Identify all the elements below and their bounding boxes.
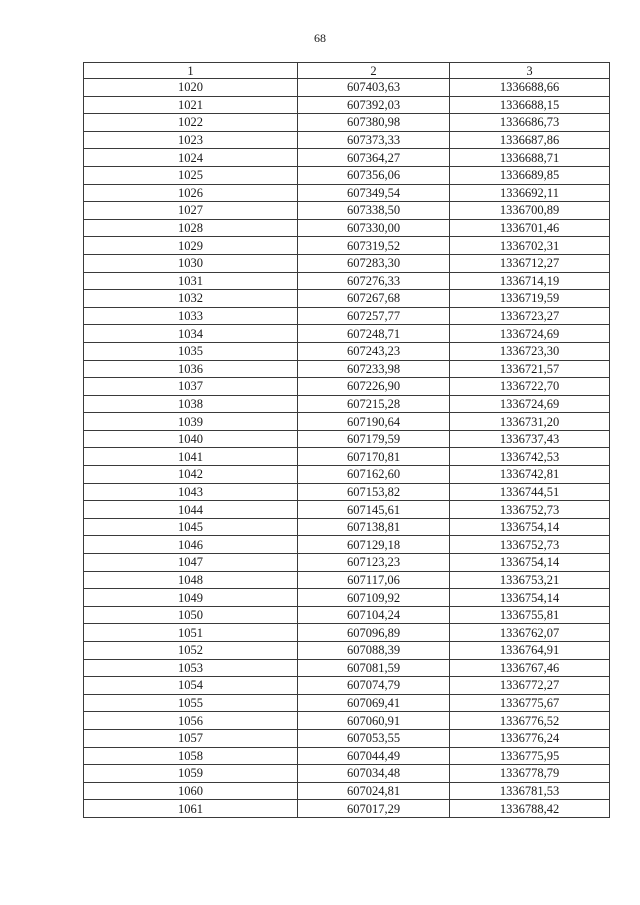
- x-coordinate-cell: 607088,39: [298, 642, 450, 660]
- y-coordinate-cell: 1336754,14: [450, 554, 610, 572]
- x-coordinate-cell: 607276,33: [298, 272, 450, 290]
- point-number-cell: 1059: [84, 765, 298, 783]
- table-row: [84, 254, 610, 272]
- x-coordinate-cell: 607380,98: [298, 114, 450, 132]
- table-row: [84, 765, 610, 783]
- x-coordinate-cell: 607338,50: [298, 202, 450, 220]
- table-row: [84, 483, 610, 501]
- coordinates-table: [83, 62, 610, 818]
- point-number-cell: 1026: [84, 184, 298, 202]
- point-number-cell: 1041: [84, 448, 298, 466]
- x-coordinate-cell: 607215,28: [298, 395, 450, 413]
- table-row: [84, 360, 610, 378]
- x-coordinate-cell: 607233,98: [298, 360, 450, 378]
- table-row: [84, 79, 610, 97]
- table-row: [84, 202, 610, 220]
- point-number-cell: 1023: [84, 131, 298, 149]
- y-coordinate-cell: 1336721,57: [450, 360, 610, 378]
- point-number-cell: 1053: [84, 659, 298, 677]
- point-number-cell: 1022: [84, 114, 298, 132]
- table-row: [84, 782, 610, 800]
- x-coordinate-cell: 607145,61: [298, 501, 450, 519]
- point-number-cell: 1035: [84, 342, 298, 360]
- x-coordinate-cell: 607283,30: [298, 254, 450, 272]
- point-number-cell: 1029: [84, 237, 298, 255]
- x-coordinate-cell: 607403,63: [298, 79, 450, 97]
- x-coordinate-cell: 607179,59: [298, 430, 450, 448]
- x-coordinate-cell: 607257,77: [298, 307, 450, 325]
- point-number-cell: 1061: [84, 800, 298, 818]
- column-header-1: 1: [84, 63, 298, 79]
- point-number-cell: 1042: [84, 466, 298, 484]
- point-number-cell: 1057: [84, 729, 298, 747]
- x-coordinate-cell: 607392,03: [298, 96, 450, 114]
- y-coordinate-cell: 1336724,69: [450, 325, 610, 343]
- x-coordinate-cell: 607226,90: [298, 378, 450, 396]
- y-coordinate-cell: 1336737,43: [450, 430, 610, 448]
- table-row: [84, 272, 610, 290]
- y-coordinate-cell: 1336754,14: [450, 589, 610, 607]
- table-row: [84, 96, 610, 114]
- y-coordinate-cell: 1336702,31: [450, 237, 610, 255]
- y-coordinate-cell: 1336767,46: [450, 659, 610, 677]
- table-row: [84, 430, 610, 448]
- point-number-cell: 1054: [84, 677, 298, 695]
- y-coordinate-cell: 1336772,27: [450, 677, 610, 695]
- table-row: [84, 413, 610, 431]
- table-row: [84, 395, 610, 413]
- x-coordinate-cell: 607017,29: [298, 800, 450, 818]
- y-coordinate-cell: 1336712,27: [450, 254, 610, 272]
- x-coordinate-cell: 607109,92: [298, 589, 450, 607]
- table-row: [84, 694, 610, 712]
- x-coordinate-cell: 607129,18: [298, 536, 450, 554]
- table-row: [84, 448, 610, 466]
- y-coordinate-cell: 1336752,73: [450, 501, 610, 519]
- y-coordinate-cell: 1336775,95: [450, 747, 610, 765]
- table-row: [84, 729, 610, 747]
- table-row: [84, 378, 610, 396]
- x-coordinate-cell: 607319,52: [298, 237, 450, 255]
- x-coordinate-cell: 607069,41: [298, 694, 450, 712]
- y-coordinate-cell: 1336755,81: [450, 606, 610, 624]
- y-coordinate-cell: 1336742,53: [450, 448, 610, 466]
- x-coordinate-cell: 607190,64: [298, 413, 450, 431]
- y-coordinate-cell: 1336723,27: [450, 307, 610, 325]
- point-number-cell: 1030: [84, 254, 298, 272]
- table-row: [84, 290, 610, 308]
- y-coordinate-cell: 1336742,81: [450, 466, 610, 484]
- x-coordinate-cell: 607349,54: [298, 184, 450, 202]
- table-row: [84, 624, 610, 642]
- x-coordinate-cell: 607330,00: [298, 219, 450, 237]
- point-number-cell: 1052: [84, 642, 298, 660]
- y-coordinate-cell: 1336724,69: [450, 395, 610, 413]
- y-coordinate-cell: 1336764,91: [450, 642, 610, 660]
- table-row: [84, 342, 610, 360]
- y-coordinate-cell: 1336753,21: [450, 571, 610, 589]
- y-coordinate-cell: 1336776,52: [450, 712, 610, 730]
- y-coordinate-cell: 1336723,30: [450, 342, 610, 360]
- table-row: [84, 131, 610, 149]
- x-coordinate-cell: 607117,06: [298, 571, 450, 589]
- table-row: [84, 571, 610, 589]
- y-coordinate-cell: 1336788,42: [450, 800, 610, 818]
- point-number-cell: 1060: [84, 782, 298, 800]
- y-coordinate-cell: 1336714,19: [450, 272, 610, 290]
- table-row: [84, 554, 610, 572]
- point-number-cell: 1024: [84, 149, 298, 167]
- point-number-cell: 1040: [84, 430, 298, 448]
- y-coordinate-cell: 1336775,67: [450, 694, 610, 712]
- table-row: [84, 712, 610, 730]
- y-coordinate-cell: 1336781,53: [450, 782, 610, 800]
- x-coordinate-cell: 607243,23: [298, 342, 450, 360]
- point-number-cell: 1058: [84, 747, 298, 765]
- column-header-3: 3: [450, 63, 610, 79]
- table-row: [84, 166, 610, 184]
- y-coordinate-cell: 1336754,14: [450, 518, 610, 536]
- table-row: [84, 747, 610, 765]
- table-row: [84, 184, 610, 202]
- page-number: 68: [314, 31, 326, 45]
- x-coordinate-cell: 607153,82: [298, 483, 450, 501]
- table-row: [84, 219, 610, 237]
- point-number-cell: 1051: [84, 624, 298, 642]
- y-coordinate-cell: 1336744,51: [450, 483, 610, 501]
- y-coordinate-cell: 1336701,46: [450, 219, 610, 237]
- point-number-cell: 1021: [84, 96, 298, 114]
- table-row: [84, 606, 610, 624]
- column-header-2: 2: [298, 63, 450, 79]
- y-coordinate-cell: 1336689,85: [450, 166, 610, 184]
- y-coordinate-cell: 1336731,20: [450, 413, 610, 431]
- table-row: [84, 589, 610, 607]
- x-coordinate-cell: 607034,48: [298, 765, 450, 783]
- x-coordinate-cell: 607364,27: [298, 149, 450, 167]
- point-number-cell: 1050: [84, 606, 298, 624]
- table-header-row: [84, 63, 610, 79]
- point-number-cell: 1031: [84, 272, 298, 290]
- table-row: [84, 677, 610, 695]
- y-coordinate-cell: 1336688,71: [450, 149, 610, 167]
- point-number-cell: 1020: [84, 79, 298, 97]
- table-row: [84, 325, 610, 343]
- point-number-cell: 1055: [84, 694, 298, 712]
- point-number-cell: 1056: [84, 712, 298, 730]
- point-number-cell: 1032: [84, 290, 298, 308]
- point-number-cell: 1048: [84, 571, 298, 589]
- x-coordinate-cell: 607267,68: [298, 290, 450, 308]
- y-coordinate-cell: 1336686,73: [450, 114, 610, 132]
- x-coordinate-cell: 607170,81: [298, 448, 450, 466]
- point-number-cell: 1047: [84, 554, 298, 572]
- point-number-cell: 1043: [84, 483, 298, 501]
- x-coordinate-cell: 607074,79: [298, 677, 450, 695]
- y-coordinate-cell: 1336722,70: [450, 378, 610, 396]
- x-coordinate-cell: 607096,89: [298, 624, 450, 642]
- table-row: [84, 659, 610, 677]
- y-coordinate-cell: 1336719,59: [450, 290, 610, 308]
- table-row: [84, 501, 610, 519]
- table-row: [84, 536, 610, 554]
- point-number-cell: 1036: [84, 360, 298, 378]
- y-coordinate-cell: 1336752,73: [450, 536, 610, 554]
- point-number-cell: 1028: [84, 219, 298, 237]
- x-coordinate-cell: 607044,49: [298, 747, 450, 765]
- y-coordinate-cell: 1336688,66: [450, 79, 610, 97]
- point-number-cell: 1034: [84, 325, 298, 343]
- point-number-cell: 1045: [84, 518, 298, 536]
- table-row: [84, 800, 610, 818]
- x-coordinate-cell: 607138,81: [298, 518, 450, 536]
- point-number-cell: 1049: [84, 589, 298, 607]
- y-coordinate-cell: 1336692,11: [450, 184, 610, 202]
- point-number-cell: 1038: [84, 395, 298, 413]
- x-coordinate-cell: 607081,59: [298, 659, 450, 677]
- x-coordinate-cell: 607053,55: [298, 729, 450, 747]
- table-row: [84, 307, 610, 325]
- x-coordinate-cell: 607024,81: [298, 782, 450, 800]
- point-number-cell: 1039: [84, 413, 298, 431]
- x-coordinate-cell: 607060,91: [298, 712, 450, 730]
- x-coordinate-cell: 607104,24: [298, 606, 450, 624]
- x-coordinate-cell: 607123,23: [298, 554, 450, 572]
- point-number-cell: 1027: [84, 202, 298, 220]
- table-row: [84, 149, 610, 167]
- x-coordinate-cell: 607248,71: [298, 325, 450, 343]
- table-row: [84, 642, 610, 660]
- x-coordinate-cell: 607162,60: [298, 466, 450, 484]
- point-number-cell: 1046: [84, 536, 298, 554]
- y-coordinate-cell: 1336778,79: [450, 765, 610, 783]
- point-number-cell: 1037: [84, 378, 298, 396]
- point-number-cell: 1044: [84, 501, 298, 519]
- y-coordinate-cell: 1336776,24: [450, 729, 610, 747]
- table-row: [84, 114, 610, 132]
- table-row: [84, 518, 610, 536]
- y-coordinate-cell: 1336762,07: [450, 624, 610, 642]
- table-row: [84, 466, 610, 484]
- y-coordinate-cell: 1336687,86: [450, 131, 610, 149]
- y-coordinate-cell: 1336700,89: [450, 202, 610, 220]
- x-coordinate-cell: 607373,33: [298, 131, 450, 149]
- table-row: [84, 237, 610, 255]
- point-number-cell: 1033: [84, 307, 298, 325]
- x-coordinate-cell: 607356,06: [298, 166, 450, 184]
- table-body: [84, 79, 610, 818]
- point-number-cell: 1025: [84, 166, 298, 184]
- y-coordinate-cell: 1336688,15: [450, 96, 610, 114]
